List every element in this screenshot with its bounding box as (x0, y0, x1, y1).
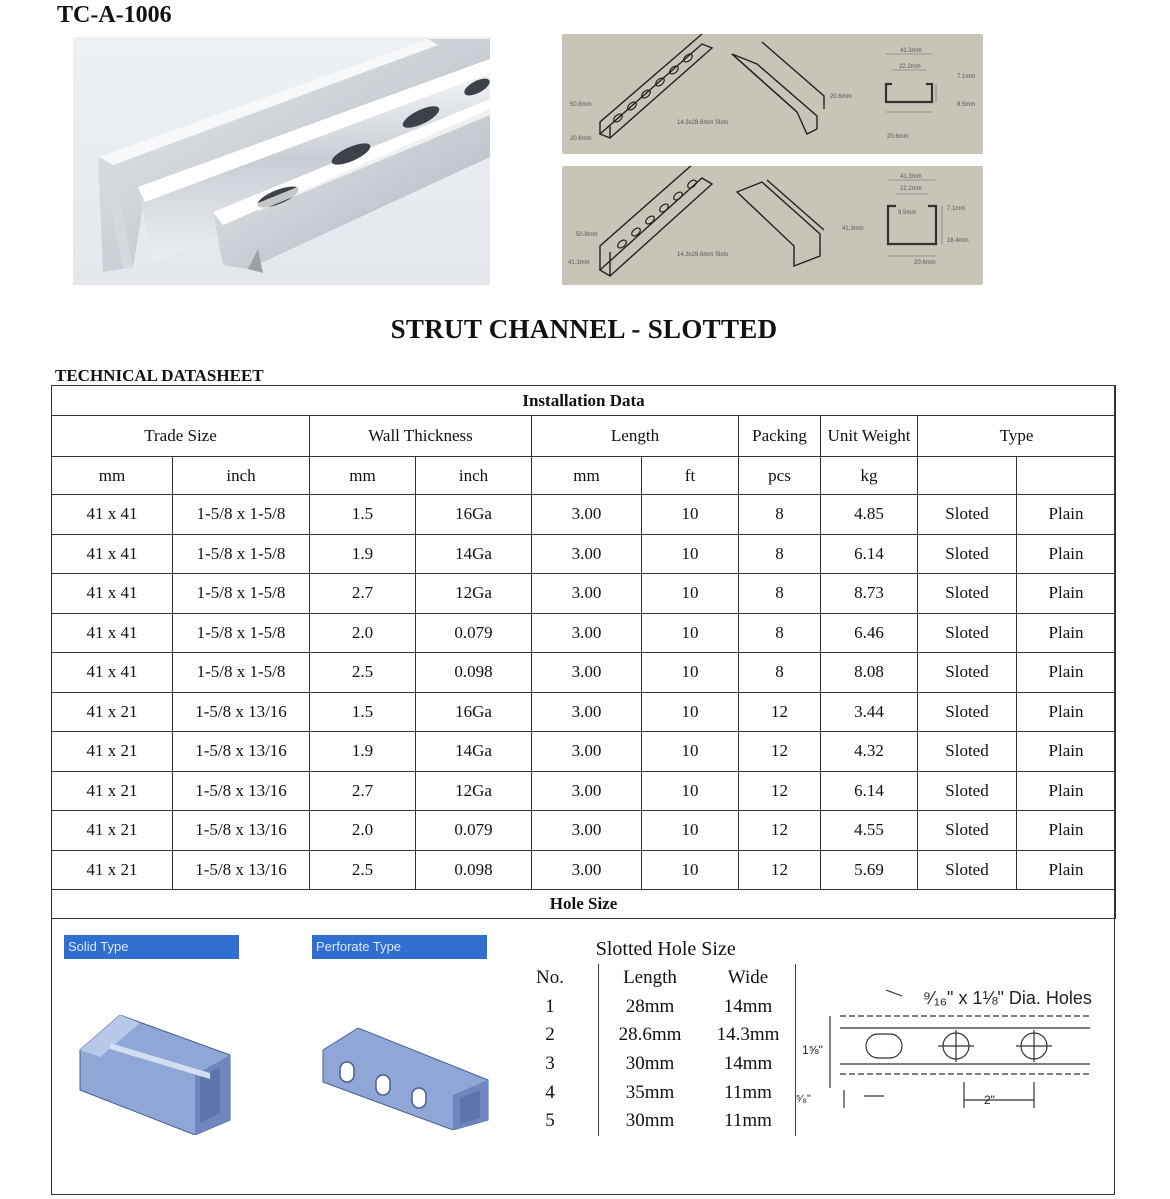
slotted-hole-table (502, 935, 796, 1136)
table-cell: 1-5/8 x 1-5/8 (173, 495, 310, 535)
table-cell: 12Ga (416, 574, 532, 614)
table-cell: 10 (642, 811, 739, 851)
table-cell: 4.55 (821, 811, 918, 851)
unit-cell: kg (821, 457, 918, 495)
table-cell: Sloted (918, 613, 1017, 653)
table-cell: Sloted (918, 850, 1017, 890)
diagram-slotted-channel-41x21 (562, 34, 983, 154)
table-cell: 41 x 41 (52, 613, 173, 653)
table-row (52, 653, 1116, 693)
pitch-label: 2" (984, 1093, 995, 1107)
hole-cell: 35mm (625, 1081, 675, 1103)
unit-cell (1017, 457, 1116, 495)
table-cell: Sloted (918, 534, 1017, 574)
table-cell: 3.00 (532, 574, 642, 614)
table-cell: 41 x 21 (52, 692, 173, 732)
table-cell: 12 (739, 692, 821, 732)
table-row (52, 732, 1116, 772)
header-packing: Packing (739, 416, 821, 457)
hole-cell: 2 (502, 1021, 599, 1050)
table-cell: Plain (1017, 613, 1116, 653)
diagram-slotted-channel-41x41 (562, 166, 983, 285)
hole-cell: 28mm (625, 995, 675, 1017)
table-cell: 3.00 (532, 534, 642, 574)
table-row (52, 613, 1116, 653)
table-cell: 1.5 (310, 692, 416, 732)
dim-label: 22.2mm (900, 186, 922, 192)
table-cell: 3.00 (532, 771, 642, 811)
unit-cell: mm (310, 457, 416, 495)
units-row (52, 457, 1116, 495)
hole-spacing-icon (790, 978, 1100, 1118)
table-cell: 10 (642, 732, 739, 772)
dim-label: 7.1mm (957, 74, 976, 80)
hole-header-no: No. (502, 964, 599, 993)
dim-label: 20.6mm (914, 260, 936, 266)
hole-header-wide: Wide (701, 964, 796, 993)
table-cell: Sloted (918, 771, 1017, 811)
table-cell: 8 (739, 534, 821, 574)
channel-dimension-diagram-icon (562, 34, 983, 154)
header-unit-weight: Unit Weight (821, 416, 918, 457)
table-cell: Plain (1017, 771, 1116, 811)
table-cell: 3.00 (532, 613, 642, 653)
table-cell: 14Ga (416, 534, 532, 574)
table-cell: Plain (1017, 534, 1116, 574)
table-cell: Plain (1017, 811, 1116, 851)
table-cell: 3.44 (821, 692, 918, 732)
dim-label: 18.4mm (947, 238, 969, 244)
installation-data-header: Installation Data (52, 386, 1116, 416)
table-cell: 2.7 (310, 771, 416, 811)
table-cell: 2.0 (310, 811, 416, 851)
table-cell: Sloted (918, 811, 1017, 851)
channel-dimension-diagram-icon (562, 166, 983, 285)
table-cell: 12 (739, 732, 821, 772)
strut-channel-photo-icon (73, 37, 490, 285)
height-label: 1⅝" (802, 1043, 823, 1057)
dim-label: 9.5mm (898, 210, 917, 216)
header-wall-thickness: Wall Thickness (310, 416, 532, 457)
table-cell: 1.5 (310, 495, 416, 535)
table-cell: 4.85 (821, 495, 918, 535)
table-cell: 10 (642, 771, 739, 811)
table-row (52, 771, 1116, 811)
page-title: STRUT CHANNEL - SLOTTED (390, 314, 778, 344)
unit-cell: pcs (739, 457, 821, 495)
dim-label: 41.3mm (568, 260, 590, 266)
table-cell: 41 x 41 (52, 574, 173, 614)
table-row (52, 534, 1116, 574)
table-cell: 3.00 (532, 811, 642, 851)
dim-label: 8.5mm (957, 102, 976, 108)
header-length: Length (532, 416, 739, 457)
table-cell: 2.5 (310, 850, 416, 890)
table-row (52, 692, 1116, 732)
unit-cell: mm (532, 457, 642, 495)
unit-cell: mm (52, 457, 173, 495)
spec-table (51, 385, 1116, 919)
table-cell: 12 (739, 771, 821, 811)
solid-channel-profile (70, 1015, 250, 1140)
offset-label: ⁵⁄₈" (796, 1093, 811, 1105)
table-cell: 41 x 21 (52, 771, 173, 811)
hole-cell: 3 (502, 1050, 599, 1079)
table-cell: 0.098 (416, 850, 532, 890)
hole-row (502, 1107, 796, 1136)
hole-size-header: Hole Size (52, 890, 1116, 919)
hole-cell: 14mm (701, 992, 796, 1021)
table-cell: 3.00 (532, 732, 642, 772)
table-cell: 1-5/8 x 1-5/8 (173, 613, 310, 653)
table-cell: 1-5/8 x 13/16 (173, 732, 310, 772)
hole-row (502, 992, 796, 1021)
table-cell: 1-5/8 x 13/16 (173, 771, 310, 811)
table-cell: Sloted (918, 732, 1017, 772)
table-cell: 16Ga (416, 692, 532, 732)
hole-row (502, 1050, 796, 1079)
perforate-type-badge: Perforate Type (312, 935, 487, 959)
hole-cell: 11mm (701, 1078, 796, 1107)
perforated-channel-icon (318, 1020, 498, 1130)
table-row (52, 574, 1116, 614)
unit-cell: ft (642, 457, 739, 495)
header-trade-size: Trade Size (52, 416, 310, 457)
table-cell: Plain (1017, 732, 1116, 772)
table-row (52, 811, 1116, 851)
table-cell: 2.0 (310, 613, 416, 653)
table-cell: 1-5/8 x 1-5/8 (173, 534, 310, 574)
table-cell: 1-5/8 x 13/16 (173, 692, 310, 732)
table-cell: Sloted (918, 574, 1017, 614)
dim-label: 20.6mm (887, 134, 909, 140)
slots-label: 14.3x28.6mm Slots (677, 252, 729, 258)
table-cell: 1-5/8 x 1-5/8 (173, 574, 310, 614)
document-code: TC-A-1006 (57, 2, 172, 28)
table-cell: 8 (739, 613, 821, 653)
table-cell: 10 (642, 692, 739, 732)
table-cell: Plain (1017, 495, 1116, 535)
holes-dia-label: ⁹⁄₁₆" x 1⅛" Dia. Holes (923, 988, 1092, 1008)
table-cell: 10 (642, 495, 739, 535)
table-cell: 2.5 (310, 653, 416, 693)
table-cell: 0.079 (416, 811, 532, 851)
table-cell: Sloted (918, 495, 1017, 535)
table-cell: 10 (642, 574, 739, 614)
hole-cell: 4 (502, 1078, 599, 1107)
unit-cell: inch (416, 457, 532, 495)
table-cell: 1.9 (310, 732, 416, 772)
slotted-hole-title: Slotted Hole Size (595, 937, 736, 960)
hole-cell: 1 (502, 992, 599, 1021)
table-cell: 12 (739, 850, 821, 890)
table-cell: 1-5/8 x 1-5/8 (173, 653, 310, 693)
hole-cell: 28.6mm (618, 1024, 682, 1046)
dim-label: 41.3mm (842, 226, 864, 232)
table-cell: 3.00 (532, 692, 642, 732)
dim-label: 41.3mm (900, 48, 922, 54)
table-cell: 41 x 21 (52, 811, 173, 851)
table-cell: 4.32 (821, 732, 918, 772)
table-cell: 8 (739, 574, 821, 614)
table-cell: 6.46 (821, 613, 918, 653)
section-label: TECHNICAL DATASHEET (55, 366, 264, 385)
table-cell: 12Ga (416, 771, 532, 811)
table-cell: 1-5/8 x 13/16 (173, 811, 310, 851)
table-cell: 8.73 (821, 574, 918, 614)
hole-row (502, 1078, 796, 1107)
table-cell: 16Ga (416, 495, 532, 535)
table-cell: 12 (739, 811, 821, 851)
table-row (52, 850, 1116, 890)
header-type: Type (918, 416, 1116, 457)
slots-label: 14.3x28.6mm Slots (677, 120, 729, 126)
table-cell: 8 (739, 495, 821, 535)
hole-cell: 11mm (701, 1107, 796, 1136)
table-cell: 6.14 (821, 534, 918, 574)
hole-cell: 14mm (701, 1050, 796, 1079)
table-cell: 14Ga (416, 732, 532, 772)
table-cell: 1-5/8 x 13/16 (173, 850, 310, 890)
unit-cell (918, 457, 1017, 495)
table-cell: 10 (642, 850, 739, 890)
product-photo (73, 37, 490, 285)
dim-label: 22.2mm (899, 64, 921, 70)
table-cell: 3.00 (532, 495, 642, 535)
table-cell: 5.69 (821, 850, 918, 890)
table-row (52, 495, 1116, 535)
table-cell: 8.08 (821, 653, 918, 693)
table-cell: Sloted (918, 692, 1017, 732)
hole-cell: 30mm (625, 1053, 675, 1075)
unit-cell: inch (173, 457, 310, 495)
table-cell: 3.00 (532, 653, 642, 693)
table-cell: Plain (1017, 574, 1116, 614)
table-cell: 41 x 41 (52, 534, 173, 574)
perforate-channel-profile (318, 1020, 498, 1135)
table-cell: 10 (642, 613, 739, 653)
table-cell: 8 (739, 653, 821, 693)
table-cell: Plain (1017, 850, 1116, 890)
dim-label: 50.8mm (570, 102, 592, 108)
table-cell: 41 x 41 (52, 495, 173, 535)
table-cell: Sloted (918, 653, 1017, 693)
table-cell: 41 x 41 (52, 653, 173, 693)
table-cell: 41 x 21 (52, 850, 173, 890)
hole-spacing-drawing (790, 978, 1100, 1123)
table-cell: Plain (1017, 692, 1116, 732)
dim-label: 41.3mm (900, 174, 922, 180)
table-cell: 2.7 (310, 574, 416, 614)
hole-header-length: Length (623, 967, 677, 989)
dim-label: 20.6mm (570, 136, 592, 142)
hole-row (502, 1021, 796, 1050)
table-cell: 1.9 (310, 534, 416, 574)
solid-type-badge: Solid Type (64, 935, 239, 959)
table-cell: 3.00 (532, 850, 642, 890)
table-cell: 0.079 (416, 613, 532, 653)
dim-label: 50.8mm (576, 232, 598, 238)
hole-cell: 30mm (625, 1110, 675, 1132)
solid-channel-icon (70, 1015, 250, 1135)
table-cell: Plain (1017, 653, 1116, 693)
table-cell: 6.14 (821, 771, 918, 811)
hole-cell: 5 (502, 1107, 599, 1136)
table-cell: 10 (642, 534, 739, 574)
dim-label: 20.6mm (830, 94, 852, 100)
dim-label: 7.1mm (947, 206, 966, 212)
table-cell: 0.098 (416, 653, 532, 693)
hole-cell: 14.3mm (701, 1021, 796, 1050)
table-cell: 41 x 21 (52, 732, 173, 772)
table-cell: 10 (642, 653, 739, 693)
